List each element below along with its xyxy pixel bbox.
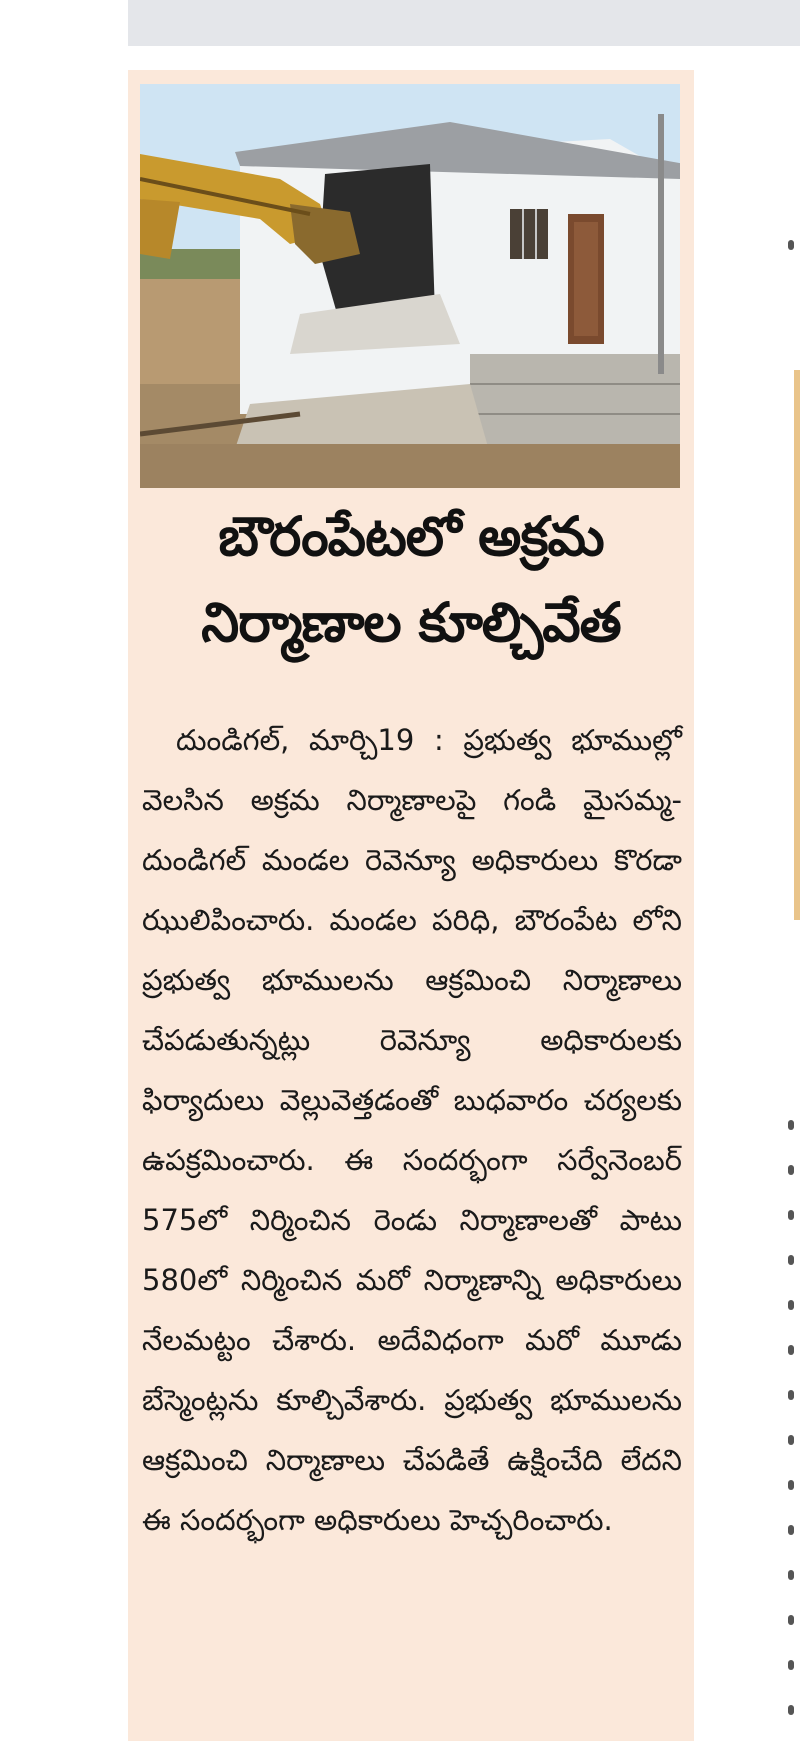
text-fragment — [788, 1300, 794, 1310]
article-headline — [128, 494, 694, 666]
text-fragment — [788, 1390, 794, 1400]
top-bar — [128, 0, 800, 46]
text-fragment — [788, 1345, 794, 1355]
text-fragment — [788, 1570, 794, 1580]
text-fragment — [788, 1120, 794, 1130]
article-body: దుండిగల్, మార్చి19 : ప్రభుత్వ భూముల్లో వెలసిన అక్రమ నిర్మాణాలపై గండి మైసమ్మ- దుండిగల్ మండల రెవెన్యూ అధికారులు కొరడా ఝులిపించారు. మండల పరిధి, బౌరంపేట లోని ప్రభుత్వ భూములను ఆక్రమించి నిర్మాణాలు చేపడుతున్నట్లు రెవెన్యూ అధికారులకు ఫిర్యాదులు వెల్లువెత్తడంతో బుధవారం చర్యలకు ఉపక్రమించారు. ఈ సందర్భంగా సర్వేనెంబర్ 575లో నిర్మించిన రెండు నిర్మాణాలతో పాటు 580లో నిర్మించిన మరో నిర్మాణాన్ని అధికారులు నేలమట్టం చేశారు. అదేవిధంగా మరో మూడు బేస్మెంట్లను కూల్చివేశారు. ప్రభుత్వ భూములను ఆక్రమించి నిర్మాణాలు చేపడితే ఉక్షించేది లేదని ఈ సందర్భంగా అధికారులు హెచ్చరించారు. — [142, 723, 682, 1537]
text-fragment — [788, 1615, 794, 1625]
text-fragment — [788, 1525, 794, 1535]
demolition-photo-illustration — [140, 84, 680, 488]
headline-line-2: నిర్మాణాల కూల్చివేత — [201, 591, 621, 654]
text-fragment — [788, 1255, 794, 1265]
text-fragment — [788, 240, 794, 250]
text-fragment — [788, 1705, 794, 1715]
news-article — [128, 70, 694, 1741]
article-photo — [140, 84, 680, 488]
text-fragment — [788, 1165, 794, 1175]
text-fragment — [788, 1210, 794, 1220]
text-fragment — [788, 1480, 794, 1490]
text-fragment — [788, 1435, 794, 1445]
headline-line-1: బౌరంపేటలో అక్రమ — [218, 505, 604, 568]
adjacent-column-text-fragments — [788, 0, 800, 1741]
text-fragment — [788, 1660, 794, 1670]
